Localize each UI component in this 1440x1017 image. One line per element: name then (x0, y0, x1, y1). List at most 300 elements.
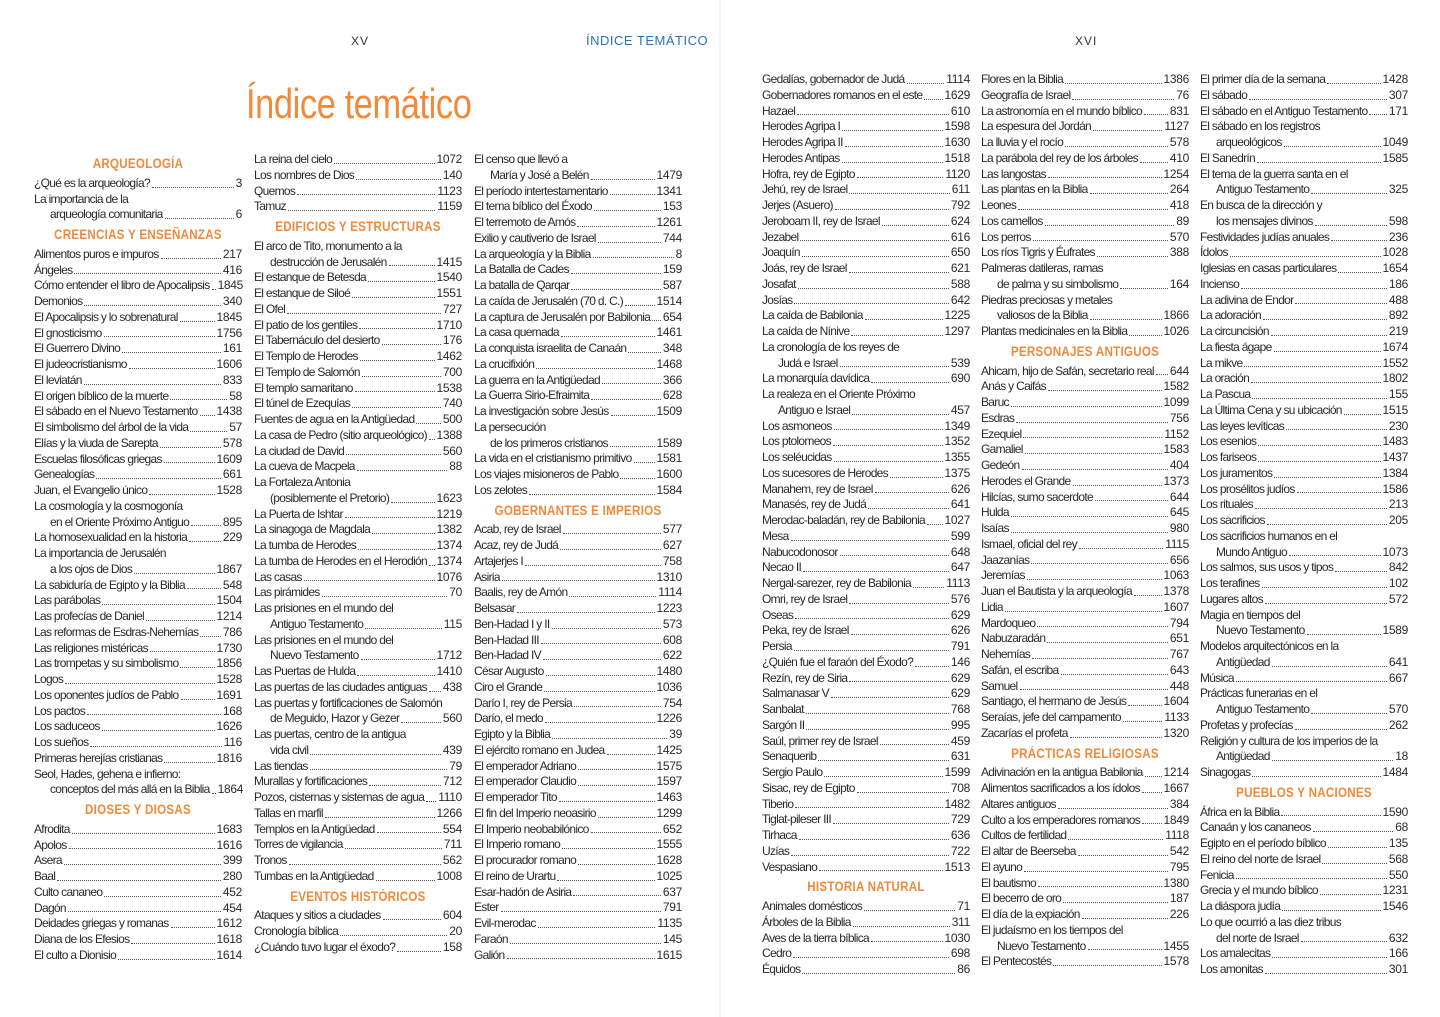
index-entry (981, 584, 1189, 600)
page-number: 570 (1388, 702, 1408, 716)
dot-leader (598, 817, 655, 818)
index-entry (981, 679, 1189, 695)
page-number: 171 (1388, 103, 1408, 118)
dot-leader (1005, 611, 1162, 612)
dot-leader (552, 738, 667, 739)
index-entry (34, 373, 242, 389)
dot-leader (853, 926, 950, 927)
index-entry (254, 774, 462, 790)
index-entry (34, 389, 242, 405)
dot-leader (569, 596, 656, 597)
dot-leader (598, 242, 661, 243)
entry-title: El bautismo (981, 875, 1036, 890)
index-entry (981, 907, 1189, 923)
index-entry (474, 215, 682, 231)
page-number: 1866 (1163, 308, 1189, 323)
entry-title: El leviatán (34, 372, 82, 387)
page-number: 562 (442, 853, 462, 867)
index-entry-line: Modelos arquitectónicos en la (1200, 639, 1339, 653)
entry-title: Los perros (981, 229, 1031, 244)
entry-title: Herodes Agripa II (762, 135, 843, 149)
dot-leader (795, 618, 949, 619)
entry-title: Las langostas (981, 166, 1046, 181)
entry-title: Culto cananeo (34, 884, 103, 899)
page-number: 6 (235, 207, 242, 222)
entry-title: El estanque de Siloé (254, 286, 351, 300)
page-number: 727 (442, 301, 462, 316)
page-number: 1374 (436, 553, 462, 568)
page-number: 1425 (656, 742, 682, 757)
dot-leader (1241, 288, 1387, 289)
index-entry (474, 869, 682, 885)
entry-title: Isaías (981, 521, 1009, 535)
page-number: 1063 (1163, 568, 1189, 583)
index-entry (254, 822, 462, 838)
page-number: 995 (950, 717, 970, 732)
page-number: 1581 (656, 451, 682, 466)
entry-title: Peka, rey de Israel (762, 623, 849, 638)
page-number: 1380 (1163, 875, 1189, 890)
dot-leader (1265, 603, 1387, 604)
dot-leader (1018, 209, 1168, 210)
page-number: 1127 (1164, 119, 1189, 134)
dot-leader (525, 565, 661, 566)
index-entry-line: La importancia de Jerusalén (34, 546, 166, 560)
index-entry (1200, 371, 1408, 387)
dot-leader (849, 272, 949, 273)
index-entry (34, 853, 242, 869)
entry-title: Ben-Hadad IV (474, 648, 541, 663)
index-entry (981, 474, 1189, 490)
index-entry (34, 656, 242, 672)
dot-leader (352, 407, 441, 408)
entry-title: Leones (981, 198, 1017, 212)
entry-title: Los sucesores de Herodes (762, 465, 888, 480)
dot-leader (791, 855, 949, 856)
dot-leader (502, 580, 655, 581)
entry-title: El gnosticismo (34, 325, 102, 340)
entry-title: Quemos (254, 183, 296, 198)
index-entry (762, 466, 970, 482)
dot-leader (1267, 524, 1387, 525)
index-entry (254, 428, 462, 444)
dot-leader (907, 83, 945, 84)
dot-leader (1032, 658, 1168, 659)
index-entry (254, 349, 462, 365)
entry-title: El Ofel (254, 301, 286, 316)
entry-title: El Templo de Herodes (254, 349, 358, 363)
dot-leader (573, 895, 660, 896)
dot-leader (840, 366, 949, 367)
dot-leader (868, 508, 949, 509)
dot-leader (517, 612, 654, 613)
page-number: 1030 (944, 930, 970, 945)
index-entry (981, 427, 1189, 443)
page-number: 791 (950, 639, 970, 653)
page-number: 1583 (1163, 442, 1189, 457)
dot-leader (1090, 319, 1162, 320)
index-entry (254, 585, 462, 601)
dot-leader (369, 785, 441, 786)
entry-title: Las parábolas (34, 593, 101, 608)
entry-title: Templos en la Antigüedad (254, 821, 375, 836)
page-number: 135 (1388, 836, 1408, 850)
entry-title: Los salmos, sus usos y tipos (1200, 560, 1334, 575)
entry-title: del norte de Israel (1216, 930, 1299, 945)
page-number: 1299 (656, 805, 682, 820)
page-number: 667 (1388, 670, 1408, 685)
dot-leader (191, 525, 221, 526)
dot-leader (1307, 634, 1381, 635)
entry-title: Los seléucidas (762, 450, 832, 464)
page-number: 1099 (1163, 395, 1189, 409)
index-entry (474, 664, 682, 680)
page-number: 1514 (656, 293, 682, 308)
entry-title: Hofra, rey de Egipto (762, 166, 855, 181)
dot-leader (152, 187, 234, 188)
entry-title: La Última Cena y su ubicación (1200, 402, 1342, 417)
page-number: 70 (449, 585, 462, 600)
index-entry (1200, 836, 1408, 852)
dot-leader (1281, 815, 1380, 816)
dot-leader (164, 462, 215, 463)
entry-title: El simbolismo del árbol de la vida (34, 420, 189, 434)
index-entry (254, 759, 462, 775)
dot-leader (552, 628, 661, 629)
page-number: 598 (1388, 213, 1408, 228)
dot-leader (180, 321, 215, 322)
page-number: 643 (1169, 662, 1189, 677)
page-number: 631 (950, 749, 970, 764)
section-heading: EVENTOS HISTÓRICOS (290, 888, 426, 904)
index-entry (34, 901, 242, 917)
index-entry (474, 341, 682, 357)
page-number: 1630 (944, 135, 970, 149)
entry-title: Las reformas de Esdras-Nehemías (34, 624, 199, 639)
page-number: 792 (950, 198, 970, 212)
page-number: 340 (222, 294, 242, 308)
index-entry (981, 72, 1189, 88)
entry-title: La caída de Babilonia (762, 308, 863, 323)
page-number: 1114 (658, 585, 682, 600)
dot-leader (536, 368, 654, 369)
index-entry-line: El censo que llevó a (474, 152, 568, 166)
page-number: 708 (950, 780, 970, 795)
page-number: 1008 (436, 868, 462, 883)
dot-leader (913, 587, 944, 588)
page-number: 1410 (436, 664, 462, 678)
dot-leader (806, 729, 948, 730)
page-number: 1110 (438, 790, 462, 804)
entry-title: de los primeros cristianos (490, 435, 608, 450)
dot-leader (834, 461, 943, 462)
page-number: 604 (442, 908, 462, 923)
page-number: 161 (222, 341, 242, 356)
entry-title: Los fariseos (1200, 450, 1257, 464)
dot-leader (834, 429, 943, 430)
entry-title: Torres de vigilancia (254, 837, 343, 852)
entry-title: La investigación sobre Jesús (474, 404, 609, 418)
dot-leader (1037, 626, 1167, 627)
index-entry (762, 324, 970, 340)
index-entry (981, 442, 1189, 458)
page-number: 768 (950, 702, 970, 716)
index-entry (254, 648, 462, 664)
entry-title: Zacarías el profeta (981, 725, 1068, 740)
dot-leader (802, 256, 949, 257)
dot-leader (1249, 99, 1387, 100)
index-entry-line: El judaísmo en los tiempos del (981, 922, 1123, 937)
dot-leader (578, 785, 654, 786)
page-number: 1120 (945, 166, 970, 181)
index-entry (981, 135, 1189, 151)
dot-leader (1252, 776, 1380, 777)
entry-title: Josías (762, 292, 793, 307)
dot-leader (377, 832, 441, 833)
page-number: 140 (442, 167, 462, 182)
index-entry (34, 294, 242, 310)
page-number: 1231 (1382, 883, 1408, 898)
page-number: 599 (950, 528, 970, 543)
dot-leader (1258, 445, 1380, 446)
page-number: 89 (1176, 213, 1189, 228)
entry-title: Antiguo Testamento (1216, 702, 1310, 716)
page-number: 712 (442, 774, 462, 789)
entry-title: Tiberio (762, 796, 794, 811)
page-number: 229 (222, 530, 242, 545)
page-number: 1626 (216, 719, 242, 734)
entry-title: Los juramentos (1200, 465, 1273, 480)
page-number: 1388 (436, 427, 462, 442)
page-number: 1623 (436, 490, 462, 505)
entry-title: Jeroboam II, rey de Israel (762, 213, 880, 228)
page-number: 1378 (1163, 584, 1189, 598)
page-number: 568 (1388, 851, 1408, 866)
index-entry (1200, 434, 1408, 450)
index-entry (474, 310, 682, 326)
dot-leader (1128, 705, 1161, 706)
dot-leader (416, 423, 440, 424)
dot-leader (1095, 500, 1168, 501)
index-entry (981, 694, 1189, 710)
dot-leader (164, 762, 214, 763)
entry-title: La monarquía davídica (762, 371, 870, 386)
index-entry (762, 608, 970, 624)
page-number: 1849 (1163, 812, 1189, 827)
index-entry (762, 245, 970, 261)
dot-leader (346, 454, 441, 455)
entry-title: Primeras herejías cristianas (34, 750, 163, 765)
page-number: 554 (442, 821, 462, 836)
index-entry (34, 263, 242, 279)
entry-title: Los camellos (981, 213, 1043, 228)
entry-title: Ester (474, 900, 499, 915)
index-entry (474, 294, 682, 310)
entry-title: La oración (1200, 371, 1250, 386)
dot-leader (189, 541, 221, 542)
section-heading: GOBERNANTES E IMPERIOS (494, 502, 662, 518)
dot-leader (150, 651, 215, 652)
page-number: 1479 (656, 167, 682, 182)
dot-leader (1140, 162, 1168, 163)
page-number: 645 (1169, 505, 1189, 520)
index-entry (474, 633, 682, 649)
index-entry (1200, 962, 1408, 978)
page-number: 1415 (436, 254, 462, 269)
page-number: 1355 (944, 450, 970, 464)
running-head: ÍNDICE TEMÁTICO (586, 33, 709, 48)
page-number: 1515 (1382, 402, 1408, 417)
entry-title: Iglesias en casas particulares (1200, 261, 1337, 275)
dot-leader (857, 792, 949, 793)
entry-title: El culto a Dionisio (34, 947, 117, 962)
entry-title: Équidos (762, 962, 801, 976)
folio-right: XVI (1075, 34, 1098, 48)
index-entry-line: Magia en tiempos del (1200, 607, 1301, 622)
page-number: 301 (1388, 962, 1408, 976)
dot-leader (835, 209, 949, 210)
entry-title: Lidia (981, 599, 1003, 614)
page-number: 1584 (656, 482, 682, 497)
index-entry (762, 828, 970, 844)
entry-title: Alimentos sacrificados a los ídolos (981, 781, 1140, 795)
index-entry-line: Las puertas y fortificaciones de Salomón (254, 695, 443, 710)
index-entry (34, 247, 242, 263)
page-number: 795 (1169, 859, 1189, 874)
entry-title: Las pirámides (254, 585, 320, 600)
dot-leader (181, 699, 215, 700)
dot-leader (806, 713, 949, 714)
page-number: 650 (950, 245, 970, 260)
index-entry (34, 515, 242, 531)
dot-leader (625, 305, 654, 306)
index-entry (762, 214, 970, 230)
entry-title: Ben-Hadad III (474, 632, 539, 647)
entry-title: El procurador romano (474, 853, 577, 867)
page-number: 1867 (216, 561, 242, 576)
dot-leader (212, 793, 216, 794)
dot-leader (382, 344, 441, 345)
index-entry (981, 182, 1189, 198)
dot-leader (571, 273, 661, 274)
entry-title: Ben-Hadad I y II (474, 616, 550, 631)
dot-leader (875, 492, 949, 493)
dot-leader (880, 744, 949, 745)
entry-title: Esdras (981, 410, 1015, 425)
dot-leader (634, 462, 655, 463)
index-entry (762, 261, 970, 277)
page-number: 572 (1388, 591, 1408, 606)
index-entry (474, 774, 682, 790)
index-entry (474, 900, 682, 916)
entry-title: Juan el Bautista y la arqueología (981, 584, 1133, 598)
index-entry-line: Piedras preciosas y metales (981, 292, 1113, 307)
index-entry (981, 781, 1189, 797)
page-number: 384 (1169, 796, 1189, 811)
entry-title: Oseas (762, 607, 794, 622)
page-number: 20 (449, 924, 462, 938)
entry-title: Los pactos (34, 703, 86, 718)
entry-title: El Templo de Salomón (254, 364, 360, 379)
entry-title: Alimentos puros e impuros (34, 246, 159, 261)
dot-leader (1033, 240, 1168, 241)
entry-title: los mensajes divinos (1216, 213, 1313, 228)
entry-title: Tronos (254, 853, 287, 867)
page-number: 236 (1388, 229, 1408, 244)
entry-title: La sabiduría de Egipto y la Biblia (34, 577, 185, 592)
index-entry (762, 545, 970, 561)
entry-title: Egipto en el período bíblico (1200, 836, 1326, 850)
dot-leader (1079, 548, 1163, 549)
entry-title: Ataques y sitios a ciudades (254, 908, 381, 923)
index-entry (762, 135, 970, 151)
entry-title: a los ojos de Dios (50, 561, 133, 576)
index-entry-line: Prácticas funerarias en el (1200, 686, 1318, 701)
page-number: 1480 (656, 664, 682, 678)
page-number: 159 (662, 262, 682, 277)
entry-title: Exilio y cautiverio de Israel (474, 230, 596, 245)
index-entry (34, 641, 242, 657)
entry-title: La reina del cielo (254, 152, 333, 166)
page-number: 1606 (216, 357, 242, 371)
index-entry (34, 885, 242, 901)
entry-title: Darío I, rey de Persia (474, 695, 572, 710)
page-number: 71 (957, 899, 970, 913)
index-entry (254, 617, 462, 633)
page-number: 1373 (1163, 473, 1189, 488)
page-number: 459 (950, 733, 970, 748)
index-entry (1200, 450, 1408, 466)
entry-title: El Sanedrín (1200, 150, 1256, 165)
page-number: 641 (950, 497, 970, 512)
dot-leader (1011, 516, 1168, 517)
entry-title: El Pentecostés (981, 954, 1052, 969)
index-entry (1200, 387, 1408, 403)
entry-title: El estanque de Betesda (254, 270, 367, 285)
index-entry (762, 151, 970, 167)
entry-title: Rezín, rey de Siria (762, 670, 848, 685)
dot-leader (1070, 737, 1162, 738)
index-entry (981, 765, 1189, 781)
entry-title: La adivina de Endor (1200, 292, 1294, 307)
index-entry (474, 680, 682, 696)
index-entry (762, 734, 970, 750)
dot-leader (628, 352, 660, 353)
index-entry (981, 324, 1189, 340)
index-entry (34, 609, 242, 625)
entry-title: ¿Qué es la arqueología? (34, 175, 150, 190)
entry-title: Tallas en marfil (254, 805, 323, 820)
page-number: 1468 (656, 356, 682, 371)
index-entry (981, 505, 1189, 521)
dot-leader (429, 565, 435, 566)
section-heading: ARQUEOLOGÍA (92, 156, 184, 171)
dot-leader (190, 431, 227, 432)
page-number: 58 (229, 388, 242, 403)
index-entry-line: El sábado en los registros (1200, 119, 1320, 134)
index-column (34, 152, 242, 964)
page-number: 1384 (1382, 465, 1408, 480)
entry-title: La espesura del Jordán (981, 119, 1092, 134)
page-number: 1667 (1163, 781, 1189, 795)
entry-title: La homosexualidad en la historia (34, 530, 188, 545)
entry-title: César Augusto (474, 664, 544, 678)
entry-title: Las tiendas (254, 758, 308, 773)
entry-title: El Imperio romano (474, 837, 561, 852)
index-entry-line: El tema de la guerra santa en el (1200, 166, 1348, 181)
page-number: 539 (950, 355, 970, 370)
entry-title: Sinagogas (1200, 765, 1251, 779)
